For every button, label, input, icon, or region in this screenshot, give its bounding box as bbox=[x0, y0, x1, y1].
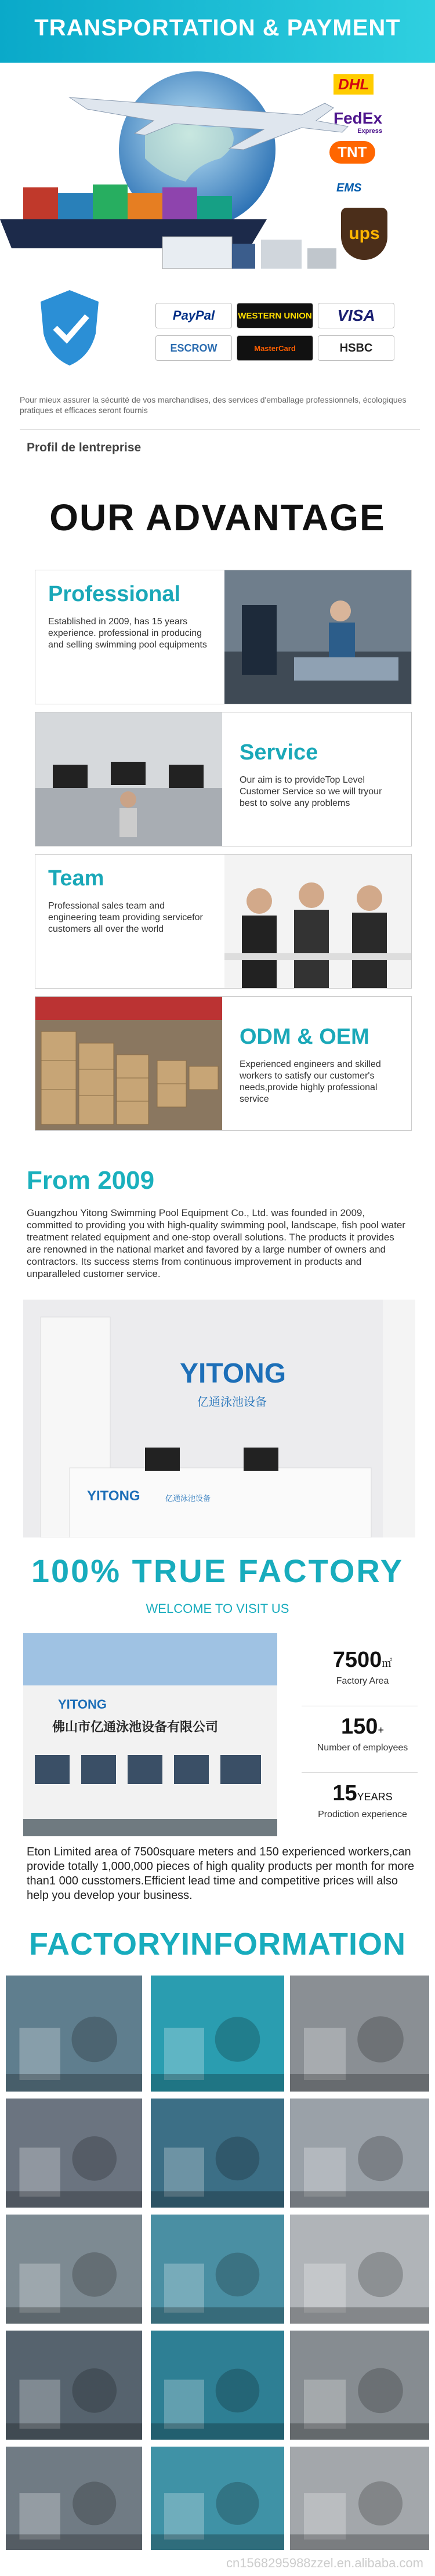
mastercard-logo: MasterCard bbox=[237, 335, 313, 361]
advantage-card-professional bbox=[35, 570, 412, 704]
divider bbox=[302, 1772, 418, 1773]
western-union-logo: WESTERN UNION bbox=[237, 303, 313, 328]
divider bbox=[20, 429, 420, 430]
stat-value: 7500 bbox=[332, 1648, 382, 1672]
advantage-card-service bbox=[35, 712, 412, 846]
from-title: From 2009 bbox=[27, 1166, 155, 1195]
factory-photo bbox=[6, 2331, 142, 2440]
factory-photo bbox=[151, 2447, 284, 2550]
factory-building-photo bbox=[23, 1633, 277, 1836]
lobby-logo-cn: 亿通泳池设备 bbox=[197, 1396, 267, 1409]
stat-value: 15 bbox=[332, 1781, 357, 1806]
card-text: Experienced engineers and skilled workers to satisfy our customer's needs,provide highly professional service bbox=[240, 1059, 381, 1104]
stat-label: Number of employees bbox=[317, 1743, 408, 1753]
paypal-logo: PayPal bbox=[155, 303, 232, 328]
factory-photo bbox=[290, 2099, 429, 2208]
company-intro: Guangzhou Yitong Swimming Pool Equipment Co., Ltd. was founded in 2009, committed to providing you with high-quality swimming pool, landscape, fish pool water treatment related equipment and one-stop overall solutions. The products it provides are renowned in the national market and favored by a large number of owners and contractors. Its success stems from continuous improvement in products and unparalleled customer service. bbox=[27, 1207, 405, 1279]
card-text: Our aim is to provideTop Level Customer Service so we will tryour best to solve any problems bbox=[240, 775, 382, 808]
fedex-logo bbox=[334, 109, 382, 135]
factory-sign-logo: YITONG bbox=[58, 1697, 107, 1712]
card-title: Service bbox=[240, 740, 318, 765]
fedex-text: FedEx bbox=[334, 109, 383, 127]
team-photo bbox=[224, 855, 411, 988]
stat-experience bbox=[313, 1781, 412, 1820]
advantage-card-team bbox=[35, 854, 412, 989]
factory-title: 100% TRUE FACTORY bbox=[31, 1553, 404, 1589]
watermark: cn1568295988zzel.en.alibaba.com bbox=[226, 2556, 423, 2570]
lobby-logo: YITONG bbox=[180, 1358, 287, 1389]
profile-label: Profil de lentreprise bbox=[27, 441, 142, 454]
factory-subtitle: WELCOME TO VISIT US bbox=[146, 1601, 289, 1616]
dhl-logo: DHL bbox=[334, 74, 374, 95]
ems-logo: EMS bbox=[336, 182, 362, 194]
factory-info-title: FACTORYINFORMATION bbox=[29, 1927, 406, 1962]
lobby-photo bbox=[23, 1300, 415, 1537]
factory-photo bbox=[151, 1976, 284, 2092]
shield-icon bbox=[35, 287, 104, 368]
advantage-title: OUR ADVANTAGE bbox=[49, 497, 386, 538]
factory-sign-cn: 佛山市亿通泳池设备有限公司 bbox=[52, 1720, 219, 1734]
card-title: Professional bbox=[48, 582, 181, 606]
desk-logo-cn: 亿通泳池设备 bbox=[165, 1494, 211, 1503]
factory-photo bbox=[290, 2331, 429, 2440]
factory-photo bbox=[290, 2215, 429, 2324]
stat-unit: ㎡ bbox=[382, 1658, 393, 1669]
stat-label: Prodiction experience bbox=[318, 1810, 407, 1819]
card-text: Professional sales team and engineering team providing servicefor customers all over the world bbox=[48, 901, 203, 934]
stat-label: Factory Area bbox=[336, 1676, 389, 1686]
fedex-sub: Express bbox=[357, 128, 383, 135]
factory-photo bbox=[6, 2215, 142, 2324]
warehouse-photo bbox=[35, 997, 222, 1130]
page-title: TRANSPORTATION & PAYMENT bbox=[34, 15, 401, 41]
factory-photo bbox=[6, 2447, 142, 2550]
card-title: Team bbox=[48, 866, 104, 891]
factory-photo bbox=[6, 1976, 142, 2092]
escrow-logo: ESCROW bbox=[155, 335, 232, 361]
desk-logo: YITONG bbox=[87, 1488, 140, 1504]
stat-unit: + bbox=[378, 1724, 384, 1736]
factory-photo bbox=[151, 2099, 284, 2208]
stat-value: 150 bbox=[341, 1714, 378, 1739]
factory-photo bbox=[290, 2447, 429, 2550]
factory-photo bbox=[6, 2099, 142, 2208]
security-note: Pour mieux assurer la sécurité de vos marchandises, des services d'emballage professionnels, écologiques pratiques et efficaces seront fournis bbox=[20, 395, 407, 415]
card-title: ODM & OEM bbox=[240, 1025, 369, 1049]
ups-logo: ups bbox=[341, 208, 387, 260]
factory-description: Eton Limited area of 7500square meters and 150 experienced workers,can provide totally 1,000,000 pieces of high quality products per month for more than1 000 cusstomers.Efficient lead time and competitive prices will also help you develop your business. bbox=[27, 1846, 415, 1902]
stat-factory-area bbox=[313, 1648, 412, 1687]
factory-photo bbox=[290, 1976, 429, 2092]
factory-photo bbox=[151, 2331, 284, 2440]
stat-employees bbox=[313, 1714, 412, 1753]
tnt-logo: TNT bbox=[329, 141, 375, 164]
office-photo bbox=[35, 712, 222, 846]
card-text: Established in 2009, has 15 years experience. professional in producing and selling swimming pool equipments bbox=[48, 617, 207, 650]
factory-photo-gallery bbox=[6, 1976, 429, 2550]
stat-unit: YEARS bbox=[357, 1791, 393, 1803]
hsbc-logo: HSBC bbox=[318, 335, 394, 361]
transport-illustration bbox=[0, 63, 435, 278]
workshop-photo bbox=[224, 570, 411, 704]
advantage-card-odm-oem bbox=[35, 996, 412, 1131]
visa-logo: VISA bbox=[318, 303, 394, 328]
factory-photo bbox=[151, 2215, 284, 2324]
